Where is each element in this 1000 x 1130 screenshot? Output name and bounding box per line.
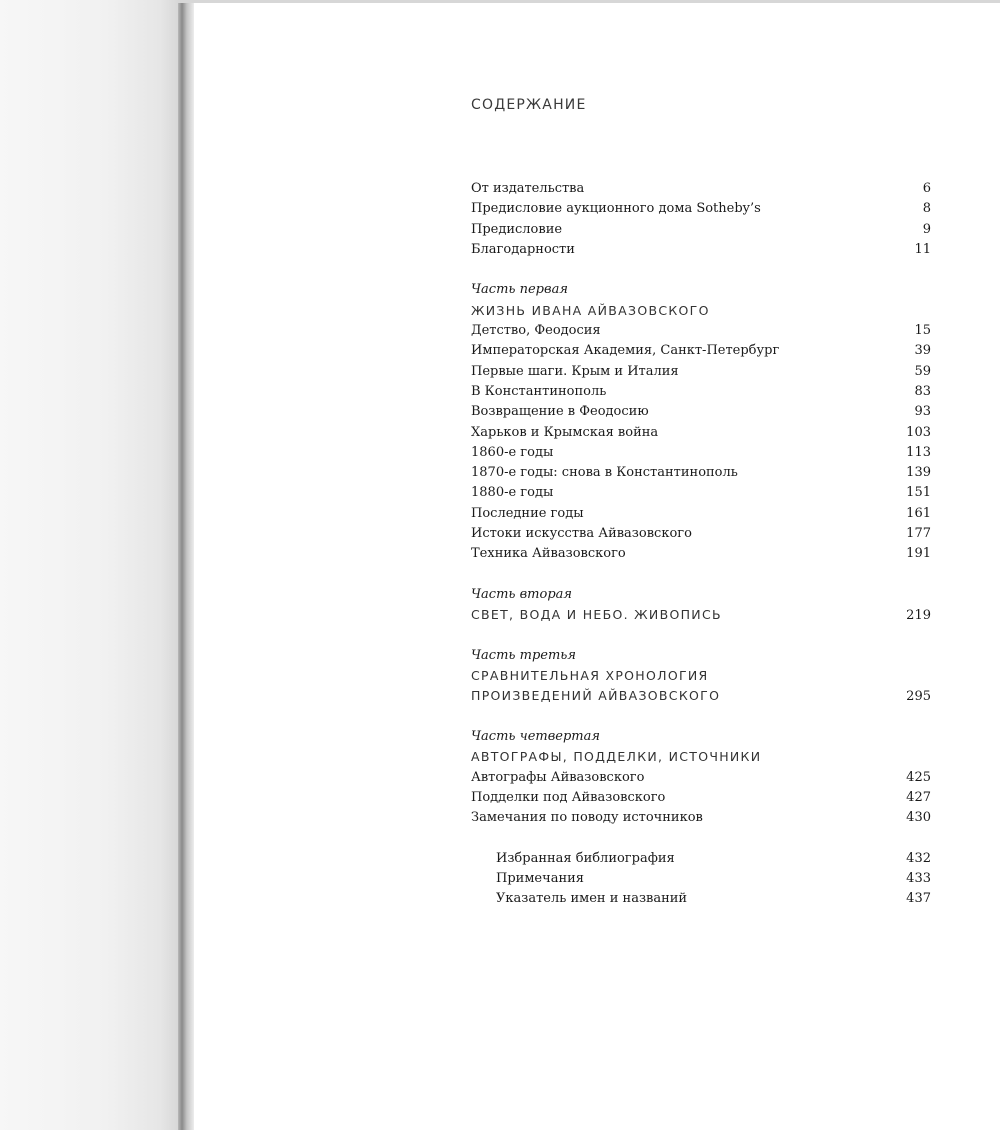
spacer [471, 565, 931, 585]
spacer [471, 707, 931, 727]
toc-entry-page: 9 [922, 221, 931, 237]
part-two-page: 219 [906, 608, 931, 624]
toc-entry[interactable] [471, 788, 931, 808]
toc-entry-page: 161 [906, 505, 931, 521]
toc-entry-page: 432 [906, 850, 931, 866]
part-three-heading-label-1: СРАВНИТЕЛЬНАЯ ХРОНОЛОГИЯ [471, 668, 709, 684]
toc-entry[interactable] [471, 382, 931, 402]
toc-entry[interactable] [471, 463, 931, 483]
toc-entry-page: 427 [906, 789, 931, 805]
toc-entry-page: 93 [914, 404, 931, 420]
toc-entry-label: 1860-е годы [471, 444, 554, 460]
toc-entry[interactable] [471, 768, 931, 788]
part-three-caption: Часть третья [471, 647, 576, 663]
spacer [471, 626, 931, 646]
toc-entry-page: 39 [914, 343, 931, 359]
toc-entry[interactable] [471, 483, 931, 503]
toc-entry-page: 425 [906, 769, 931, 785]
toc-entry-label: Благодарности [471, 241, 575, 257]
toc-entry[interactable] [471, 341, 931, 361]
toc-entry-label: Подделки под Айвазовского [471, 789, 666, 805]
toc-entry-label: 1880-е годы [471, 485, 554, 501]
toc-entry-label: Последние годы [471, 505, 584, 521]
part-three-heading-line1[interactable] [471, 666, 931, 686]
toc-entry[interactable] [471, 240, 931, 260]
toc-entry-label: Замечания по поводу источников [471, 810, 703, 826]
part-three-heading-label-2: ПРОИЗВЕДЕНИЙ АЙВАЗОВСКОГО [471, 688, 721, 704]
toc-entry-label: 1870-е годы: снова в Константинополь [471, 465, 738, 481]
toc-entry-label: Первые шаги. Крым и Италия [471, 363, 679, 379]
toc-entry-label: Примечания [496, 871, 585, 887]
toc-entry-page: 177 [906, 526, 931, 542]
toc-entry[interactable] [471, 362, 931, 382]
part-one-heading[interactable] [471, 301, 931, 321]
toc-entry-label: Детство, Феодосия [471, 323, 601, 339]
part-two-caption: Часть вторая [471, 586, 573, 602]
toc-entry-page: 15 [914, 323, 931, 339]
toc-entry-label: Предисловие аукционного дома Sotheby’s [471, 201, 761, 217]
toc-entry-label: Харьков и Крымская война [471, 424, 659, 440]
toc-entry[interactable] [471, 220, 931, 240]
toc-entry[interactable] [471, 199, 931, 219]
toc-entry-page: 83 [914, 383, 931, 399]
toc-entry[interactable] [471, 402, 931, 422]
toc-entry-label: Предисловие [471, 221, 563, 237]
table-of-contents [471, 95, 931, 910]
toc-entry-page: 59 [914, 363, 931, 379]
part-three-heading-line2[interactable] [471, 686, 931, 706]
toc-entry-page: 103 [906, 424, 931, 440]
page-top-edge [178, 0, 1000, 3]
toc-entry[interactable] [471, 889, 931, 909]
part-four-caption: Часть четвертая [471, 729, 600, 745]
toc-entry-label: Указатель имен и названий [496, 891, 688, 907]
toc-entry-label: Возвращение в Феодосию [471, 404, 649, 420]
toc-entry-page: 6 [922, 181, 931, 196]
toc-entry[interactable] [471, 321, 931, 341]
toc-entry-page: 191 [906, 546, 931, 562]
toc-entry[interactable] [471, 524, 931, 544]
toc-entry-page: 113 [906, 444, 931, 460]
toc-entry-page: 430 [906, 810, 931, 826]
toc-entry-label: В Константинополь [471, 383, 607, 399]
toc-entry-label: Автографы Айвазовского [471, 769, 645, 785]
toc-entry-page: 139 [906, 465, 931, 481]
part-four-heading[interactable] [471, 747, 931, 767]
toc-entry[interactable] [471, 423, 931, 443]
toc-entry-label: От издательства [471, 181, 585, 196]
toc-entry-page: 11 [914, 241, 931, 257]
part-two-heading[interactable] [471, 605, 931, 625]
toc-title: СОДЕРЖАНИЕ [471, 97, 587, 113]
toc-entry-page: 433 [906, 871, 931, 887]
toc-entry[interactable] [471, 504, 931, 524]
toc-entry-page: 151 [906, 485, 931, 501]
toc-entry-label: Избранная библиография [496, 850, 675, 866]
toc-entry-label: Техника Айвазовского [471, 546, 626, 562]
toc-entry-page: 437 [906, 891, 931, 907]
book-gutter-shadow [178, 0, 194, 1130]
toc-entry[interactable] [471, 869, 931, 889]
part-one-caption: Часть первая [471, 282, 568, 298]
part-three-page: 295 [906, 689, 931, 705]
toc-entry[interactable] [471, 849, 931, 869]
toc-entry[interactable] [471, 443, 931, 463]
toc-entry[interactable] [471, 544, 931, 564]
toc-entry-label: Императорская Академия, Санкт-Петербург [471, 343, 780, 359]
toc-entry-page: 8 [922, 201, 931, 217]
scan-left-margin [0, 0, 178, 1130]
part-four-heading-label: АВТОГРАФЫ, ПОДДЕЛКИ, ИСТОЧНИКИ [471, 749, 762, 765]
spacer [471, 829, 931, 849]
part-two-heading-label: СВЕТ, ВОДА И НЕБО. ЖИВОПИСЬ [471, 607, 722, 623]
toc-entry[interactable] [471, 179, 931, 199]
toc-entry[interactable] [471, 808, 931, 828]
part-one-heading-label: ЖИЗНЬ ИВАНА АЙВАЗОВСКОГО [471, 302, 710, 318]
toc-entry-label: Истоки искусства Айвазовского [471, 526, 692, 542]
spacer [471, 260, 931, 280]
